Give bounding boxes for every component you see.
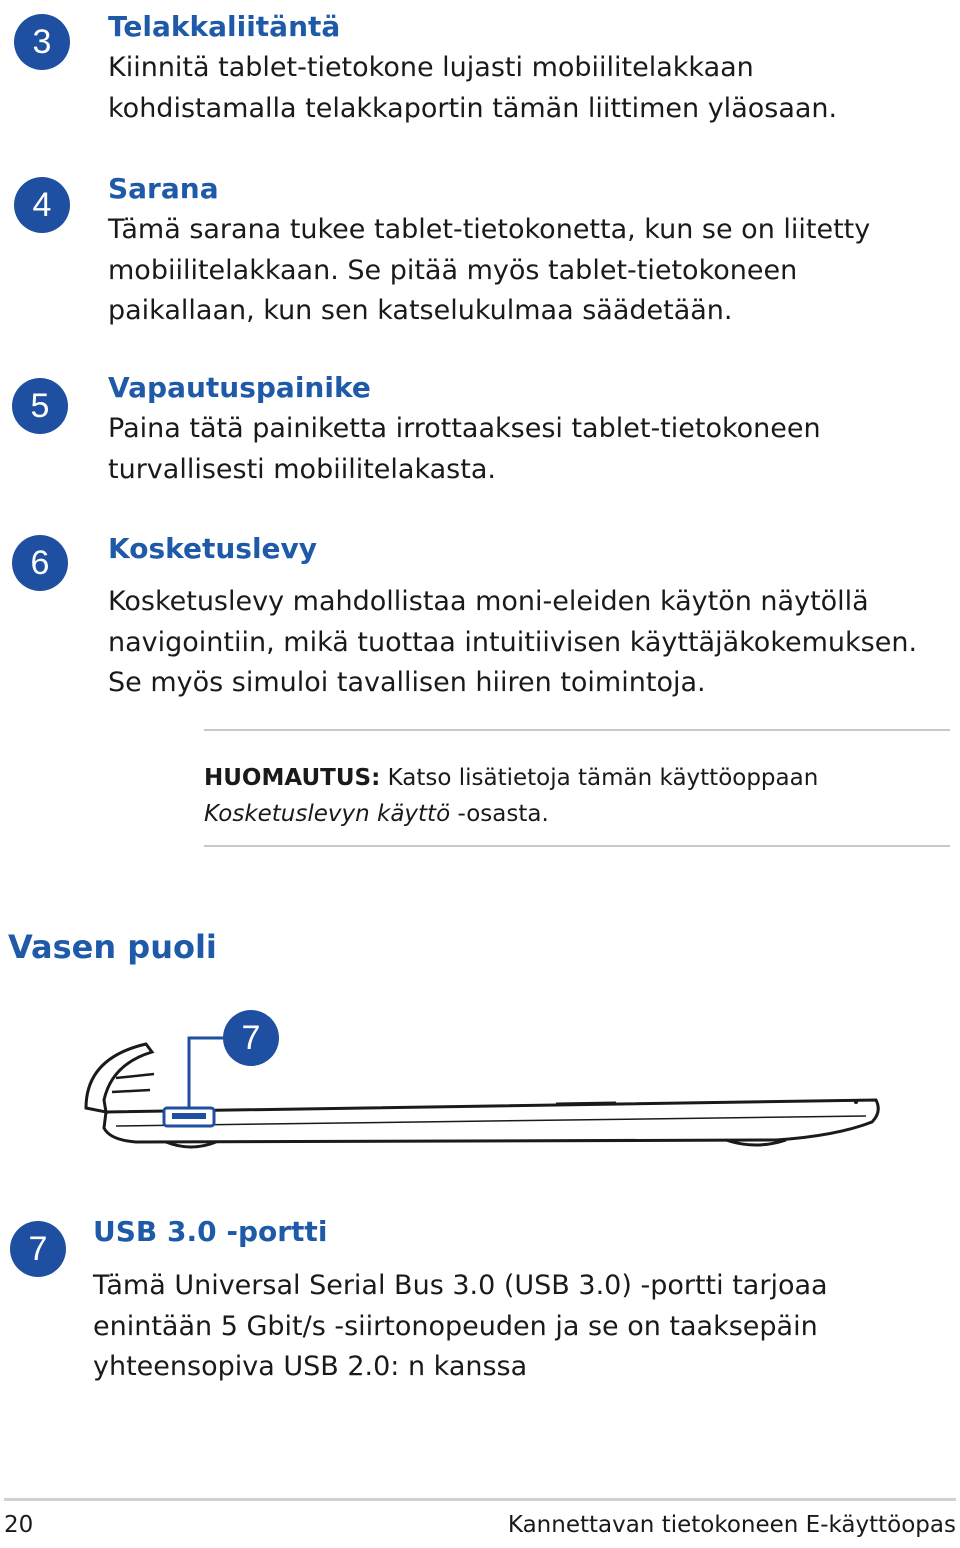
- item-body-usb-port: Tämä Universal Serial Bus 3.0 (USB 3.0) -portti tarjoaa enintään 5 Gbit/s -siirtonopeuden ja se on taaksepäin yhteensopiva USB 2.0: n kanssa: [93, 1270, 828, 1382]
- item-title-usb-port: USB 3.0 -portti: [93, 1215, 328, 1248]
- note-bottom-rule: [204, 845, 950, 847]
- usb-port-inner: [172, 1113, 206, 1119]
- callout-leader: [189, 1038, 224, 1108]
- note-suffix: -osasta.: [450, 801, 549, 827]
- note-top-rule: [204, 729, 950, 731]
- note-text: [204, 760, 944, 832]
- note-label: HUOMAUTUS:: [204, 765, 381, 791]
- callout-badge-3: 3: [14, 14, 70, 70]
- document-title: Kannettavan tietokoneen E-käyttöopas: [507, 1512, 956, 1538]
- hinge-slot-2: [112, 1090, 150, 1092]
- note-reference: Kosketuslevyn käyttö: [204, 801, 451, 827]
- callout-badge-7-illustration: 7: [223, 1010, 279, 1066]
- item-body-hinge: Tämä sarana tukee tablet-tietokonetta, kun se on liitetty mobiilitelakkaan. Se pitää myös tablet-tietokoneen paikallaan, kun sen katselukulmaa säädetään.: [108, 214, 871, 326]
- callout-badge-7: 7: [10, 1221, 66, 1277]
- section-heading-left-side: Vasen puoli: [8, 928, 217, 966]
- page-number: 20: [4, 1512, 34, 1538]
- item-body-touchpad: Kosketuslevy mahdollistaa moni-eleiden käytön näytöllä navigointiin, mikä tuottaa intuitiivisen käyttäjäkokemuksen. Se myös simuloi tavallisen hiiren toimintoja.: [108, 586, 918, 698]
- item-title-hinge: Sarana: [108, 172, 219, 205]
- item-body-release-button: Paina tätä painiketta irrottaaksesi tablet-tietokoneen turvallisesti mobiilitelakasta.: [108, 413, 821, 485]
- note-body: Katso lisätietoja tämän käyttöoppaan: [380, 765, 819, 791]
- dock-led: [854, 1100, 858, 1104]
- footer-rule: [4, 1498, 956, 1501]
- item-title-release-button: Vapautuspainike: [108, 371, 371, 404]
- item-title-touchpad: Kosketuslevy: [108, 532, 318, 565]
- dock-top-bump: [556, 1103, 616, 1104]
- callout-badge-5: 5: [12, 378, 68, 434]
- hinge-slot-1: [116, 1074, 154, 1078]
- callout-badge-6: 6: [12, 535, 68, 591]
- item-title-docking-port: Telakkaliitäntä: [108, 10, 341, 43]
- callout-badge-4: 4: [14, 177, 70, 233]
- item-body-docking-port: Kiinnitä tablet-tietokone lujasti mobiilitelakkaan kohdistamalla telakkaportin tämän liittimen yläosaan.: [108, 52, 838, 124]
- left-side-illustration: [76, 1000, 886, 1160]
